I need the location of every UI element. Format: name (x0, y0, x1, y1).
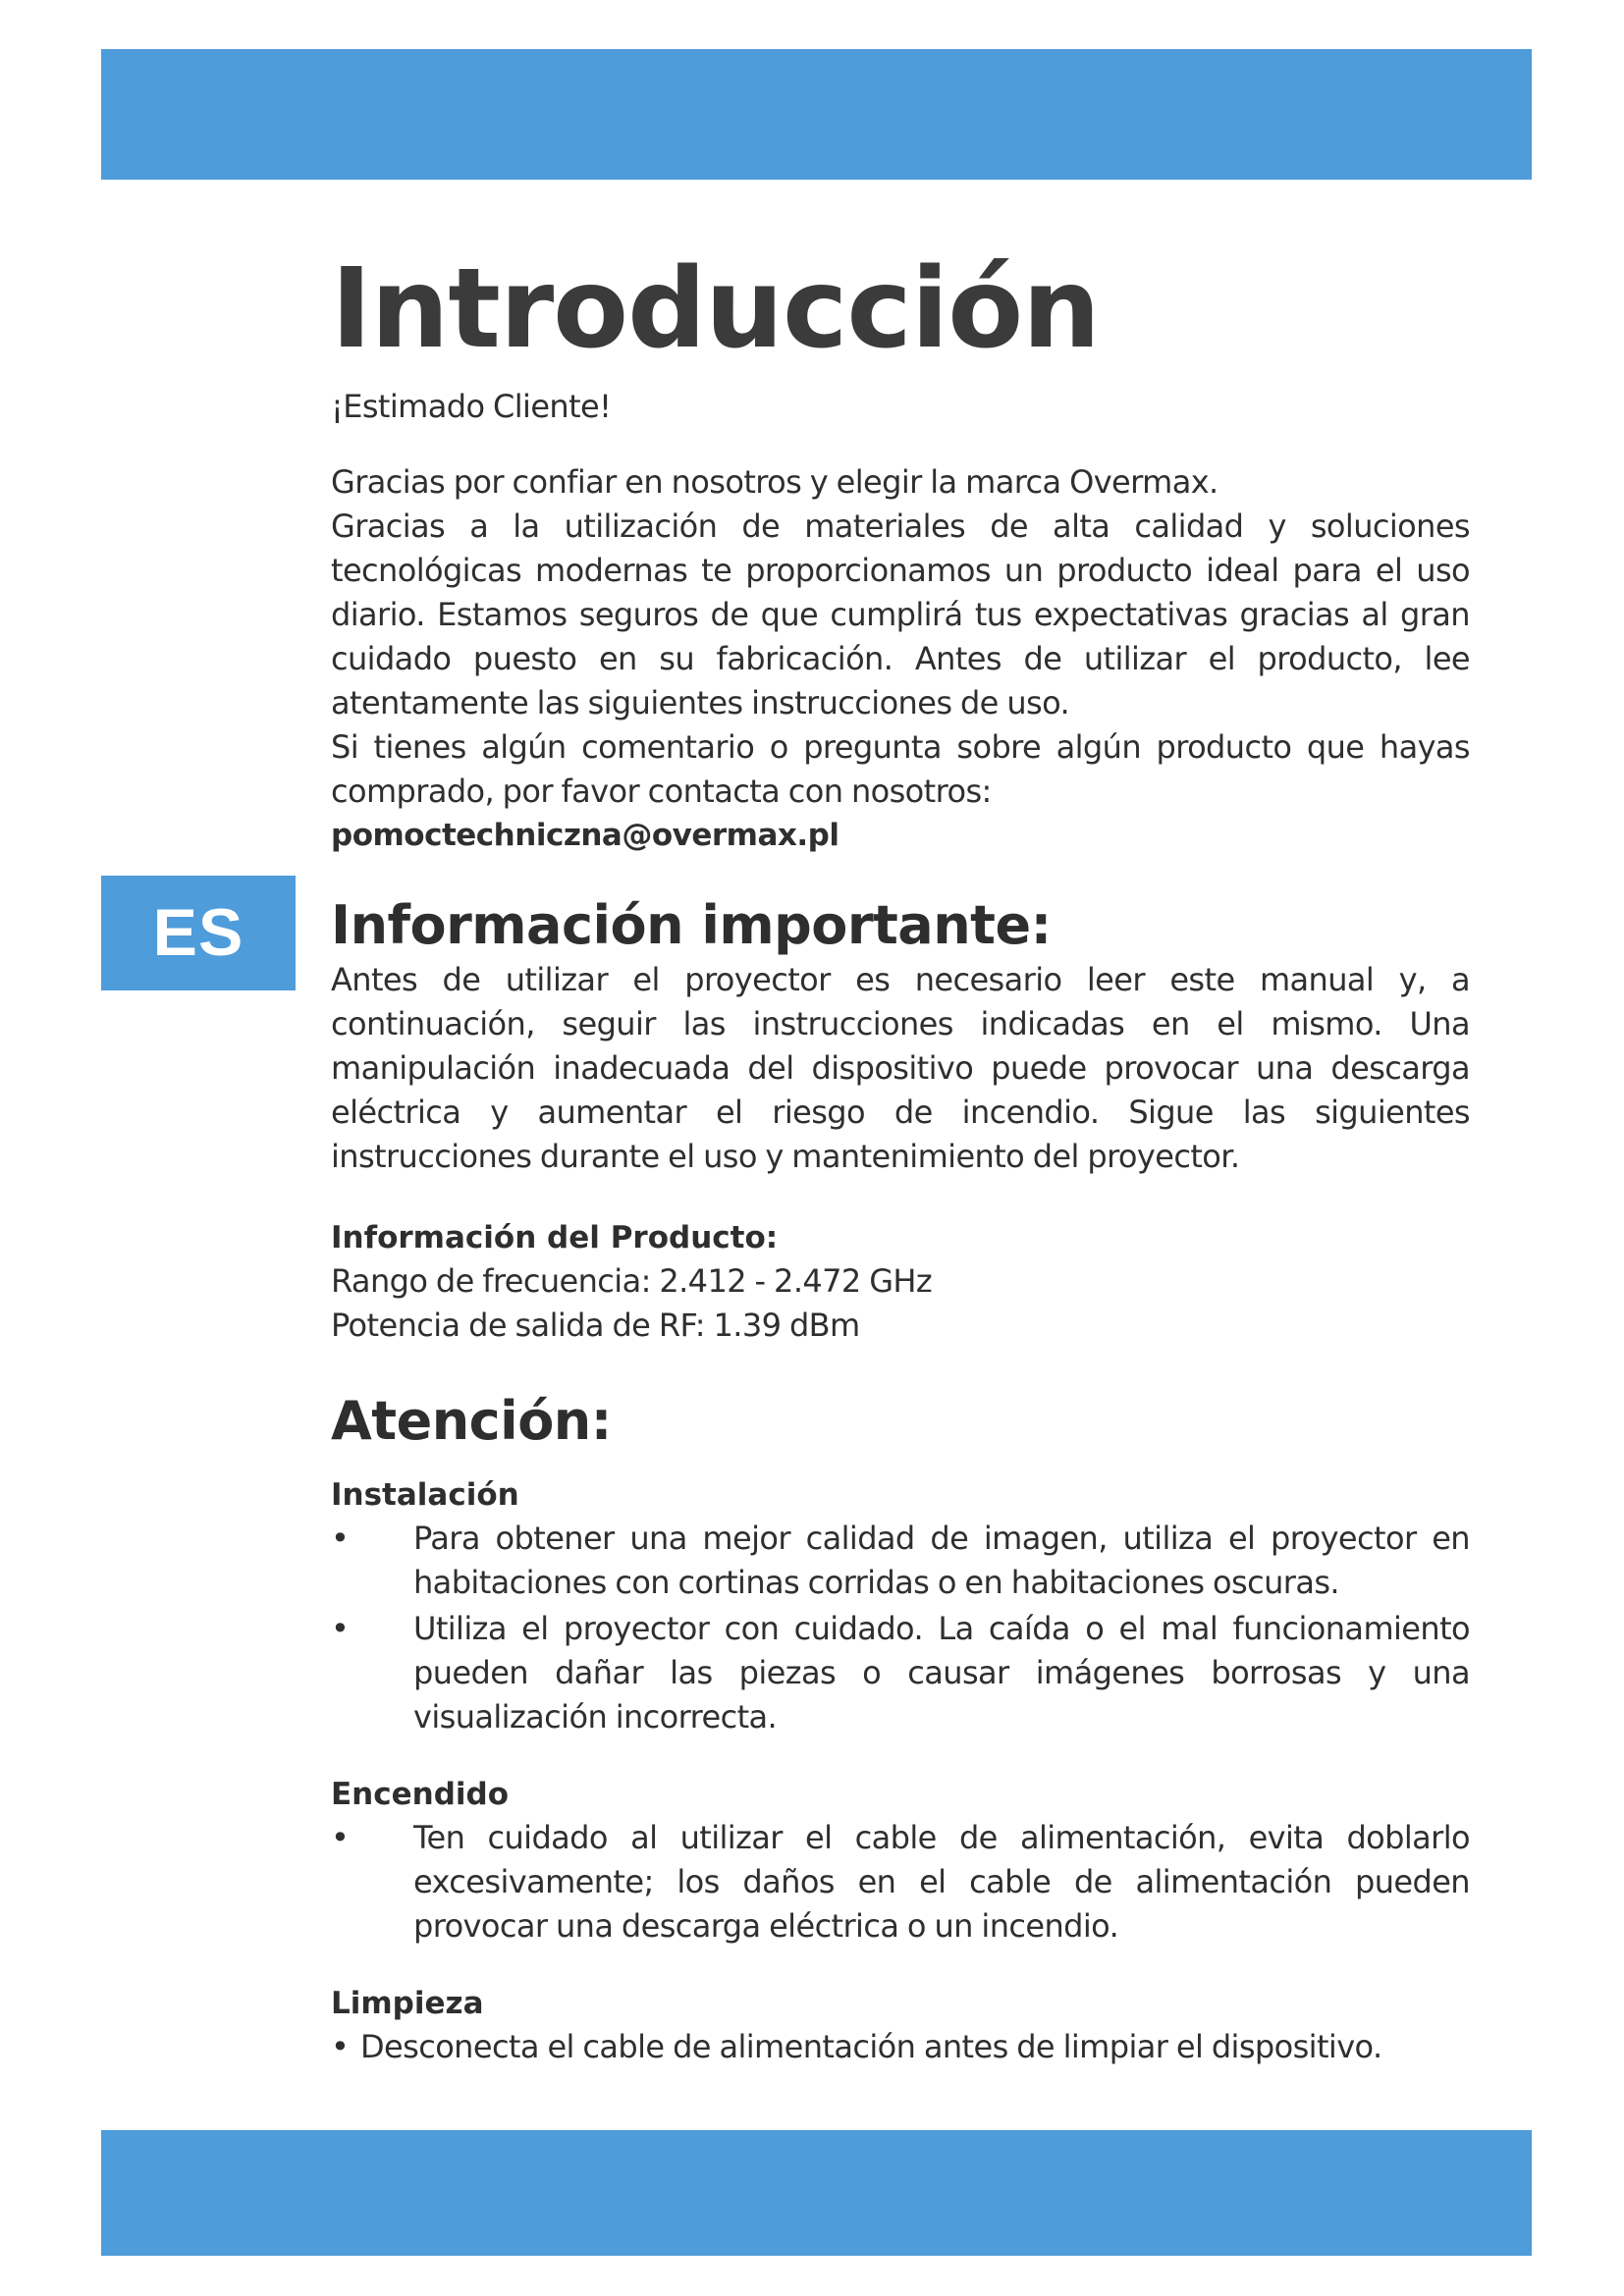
cleaning-list (331, 2025, 1470, 2069)
bullet-icon: • (331, 1819, 350, 1856)
list-item (331, 1517, 1470, 1605)
cleaning-title: Limpieza (331, 1986, 484, 2021)
rf-output-power: Potencia de salida de RF: 1.39 dBm (331, 1307, 860, 1344)
intro-paragraph-1: Gracias por confiar en nosotros y elegir la marca Overmax. (331, 463, 1218, 501)
footer-band (101, 2130, 1532, 2256)
important-title: Información importante: (331, 894, 1052, 956)
intro-paragraph-3: Si tienes algún comentario o pregunta sobre algún producto que hayas comprado, por favor contacta con nosotros: (331, 728, 1470, 810)
frequency-range: Rango de frecuencia: 2.412 - 2.472 GHz (331, 1262, 933, 1300)
power-list (331, 1816, 1470, 1949)
installation-title: Instalación (331, 1477, 519, 1513)
list-item-text: Para obtener una mejor calidad de imagen, utiliza el proyector en habitaciones con cortinas corridas o en habitaciones oscuras. (413, 1520, 1470, 1601)
list-item (331, 1816, 1470, 1949)
important-text: Antes de utilizar el proyector es necesario leer este manual y, a continuación, seguir las instrucciones indicadas en el mismo. Una manipulación inadecuada del dispositivo puede provocar una descarga eléctrica y aumentar el riesgo de incendio. Sigue las siguientes instrucciones durante el uso y mantenimiento del proyector. (331, 961, 1470, 1175)
bullet-icon: • (331, 1520, 350, 1557)
list-item (331, 1607, 1470, 1739)
installation-list (331, 1517, 1470, 1739)
intro-title: Introducción (331, 245, 1100, 373)
intro-greeting: ¡Estimado Cliente! (331, 388, 612, 425)
intro-paragraph-2: Gracias a la utilización de materiales de alta calidad y soluciones tecnológicas modernas te proporcionamos un producto ideal para el uso diario. Estamos seguros de que cumplirá tus expectativas gracias al gran cuidado puesto en su fabricación. Antes de utilizar el producto, lee atentamente las siguientes instrucciones de uso. (331, 507, 1470, 721)
attention-title: Atención: (331, 1390, 612, 1452)
product-info-title: Información del Producto: (331, 1220, 779, 1255)
header-band (101, 49, 1532, 180)
power-title: Encendido (331, 1777, 510, 1812)
language-tab: ES (101, 876, 296, 990)
list-item (331, 2025, 1470, 2069)
support-email: pomoctechniczna@overmax.pl (331, 818, 839, 853)
bullet-icon: • (331, 2028, 350, 2065)
page-content (331, 245, 1470, 2071)
list-item-text: Desconecta el cable de alimentación antes de limpiar el dispositivo. (360, 2028, 1382, 2065)
list-item-text: Utiliza el proyector con cuidado. La caída o el mal funcionamiento pueden dañar las piezas o causar imágenes borrosas y una visualización incorrecta. (413, 1610, 1470, 1735)
bullet-icon: • (331, 1610, 350, 1647)
list-item-text: Ten cuidado al utilizar el cable de alimentación, evita doblarlo excesivamente; los daños en el cable de alimentación pueden provocar una descarga eléctrica o un incendio. (413, 1819, 1470, 1945)
